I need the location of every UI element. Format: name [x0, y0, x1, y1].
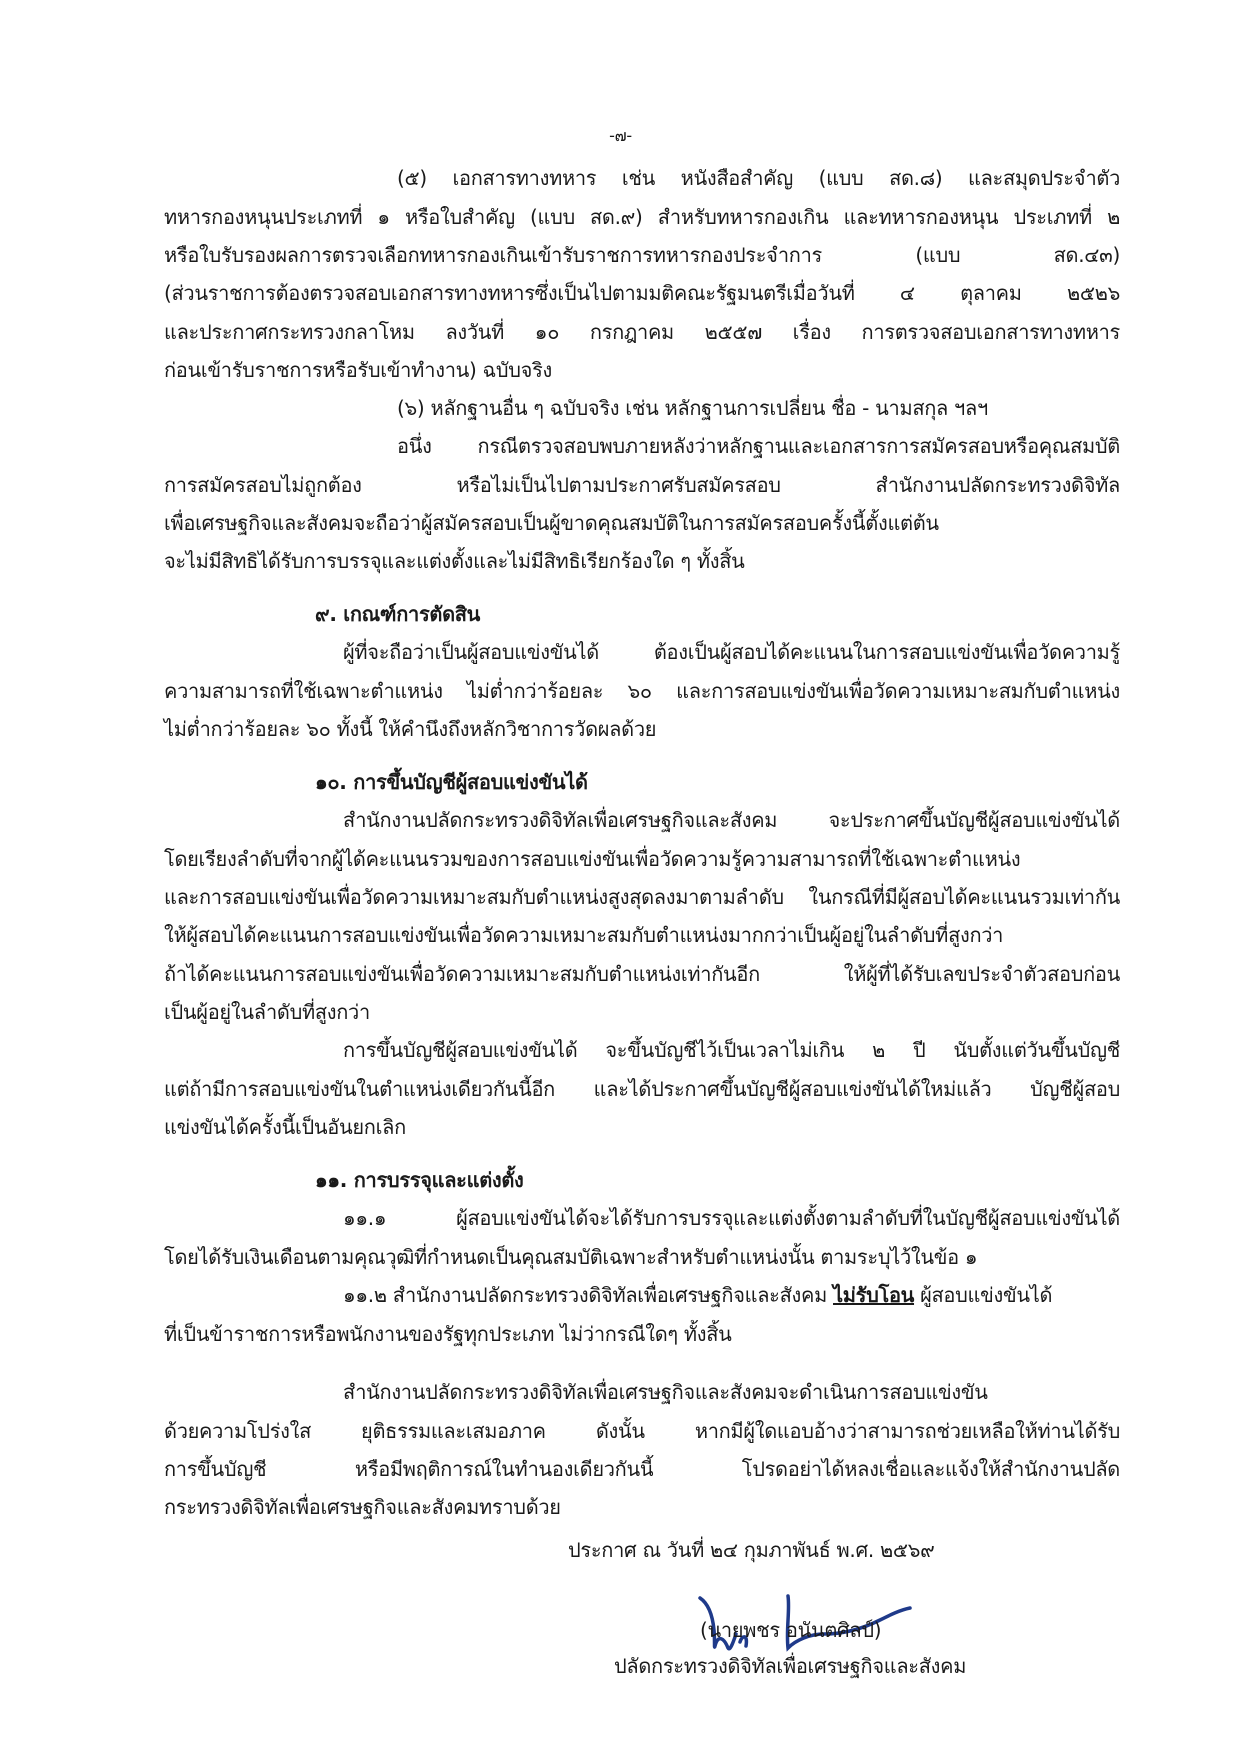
item5-line-2: ทหารกองหนุนประเภทที่ ๑ หรือใบสำคัญ (แบบ สด.๙) สำหรับทหารกองเกิน และทหารกองหนุน ประเภทที่ ๒	[164, 205, 1120, 229]
section11-item1-line-2: โดยได้รับเงินเดือนตามคุณวุฒิที่กำหนดเป็นคุณสมบัติเฉพาะสำหรับตำแหน่งนั้น ตามระบุไว้ในข้อ ๑	[164, 1245, 978, 1269]
section9-line-2: ความสามารถที่ใช้เฉพาะตำแหน่ง ไม่ต่ำกว่าร้อยละ ๖๐ และการสอบแข่งขันเพื่อวัดความเหมาะสมกับตำแหน่ง	[164, 679, 1120, 703]
section10-p1-line-3: และการสอบแข่งขันเพื่อวัดความเหมาะสมกับตำแหน่งสูงสุดลงมาตามลำดับ ในกรณีที่มีผู้สอบได้คะแนนรวมเท่ากัน	[164, 885, 1120, 909]
section10-p2-line-3: แข่งขันได้ครั้งนี้เป็นอันยกเลิก	[164, 1115, 406, 1139]
note-line-3: เพื่อเศรษฐกิจและสังคมจะถือว่าผู้สมัครสอบเป็นผู้ขาดคุณสมบัติในการสมัครสอบครั้งนี้ตั้งแต่ต้น	[164, 511, 939, 535]
item5-line-5: และประกาศกระทรวงกลาโหม ลงวันที่ ๑๐ กรกฎาคม ๒๕๕๗ เรื่อง การตรวจสอบเอกสารทางทหาร	[164, 320, 1120, 344]
section9-line-3: ไม่ต่ำกว่าร้อยละ ๖๐ ทั้งนี้ ให้คำนึงถึงหลักวิชาการวัดผลด้วย	[164, 717, 657, 741]
item5-line-1: (๕) เอกสารทางทหาร เช่น หนังสือสำคัญ (แบบ สด.๘) และสมุดประจำตัว	[397, 166, 1120, 190]
closing-line-1: สำนักงานปลัดกระทรวงดิจิทัลเพื่อเศรษฐกิจและสังคมจะดำเนินการสอบแข่งขัน	[343, 1380, 988, 1404]
section9-line-1: ผู้ที่จะถือว่าเป็นผู้สอบแข่งขันได้ ต้องเป็นผู้สอบได้คะแนนในการสอบแข่งขันเพื่อวัดความรู้	[343, 640, 1120, 664]
section11-item2-line-2: ที่เป็นข้าราชการหรือพนักงานของรัฐทุกประเภท ไม่ว่ากรณีใดๆ ทั้งสิ้น	[164, 1322, 732, 1346]
note-line-1: อนึ่ง กรณีตรวจสอบพบภายหลังว่าหลักฐานและเอกสารการสมัครสอบหรือคุณสมบัติ	[397, 434, 1120, 458]
section11-item1-line-1: ๑๑.๑ ผู้สอบแข่งขันได้จะได้รับการบรรจุและแต่งตั้งตามลำดับที่ในบัญชีผู้สอบแข่งขันได้	[343, 1206, 1120, 1230]
section11-heading: ๑๑. การบรรจุและแต่งตั้ง	[315, 1168, 524, 1192]
note-line-2: การสมัครสอบไม่ถูกต้อง หรือไม่เป็นไปตามประกาศรับสมัครสอบ สำนักงานปลัดกระทรวงดิจิทัล	[164, 473, 1120, 497]
signatory-name: (นายพชร อนันตศิลป์)	[700, 1618, 882, 1642]
section10-p1-line-1: สำนักงานปลัดกระทรวงดิจิทัลเพื่อเศรษฐกิจและสังคม จะประกาศขึ้นบัญชีผู้สอบแข่งขันได้	[343, 808, 1120, 832]
item2-post: ผู้สอบแข่งขันได้	[914, 1283, 1053, 1307]
section10-p2-line-1: การขึ้นบัญชีผู้สอบแข่งขันได้ จะขึ้นบัญชีไว้เป็นเวลาไม่เกิน ๒ ปี นับตั้งแต่วันขึ้นบัญชี	[343, 1038, 1120, 1062]
section9-heading: ๙. เกณฑ์การตัดสิน	[315, 602, 481, 626]
page-number: -๗-	[609, 126, 632, 145]
announce-date: ประกาศ ณ วันที่ ๒๔ กุมภาพันธ์ พ.ศ. ๒๕๖๙	[568, 1538, 935, 1562]
item5-line-4: (ส่วนราชการต้องตรวจสอบเอกสารทางทหารซึ่งเป็นไปตามมติคณะรัฐมนตรีเมื่อวันที่ ๔ ตุลาคม ๒๕๒๖	[164, 281, 1120, 305]
section10-p1-line-2: โดยเรียงลำดับที่จากผู้ได้คะแนนรวมของการสอบแข่งขันเพื่อวัดความรู้ความสามารถที่ใช้เฉพาะตำแหน่ง	[164, 847, 1021, 871]
note-line-4: จะไม่มีสิทธิได้รับการบรรจุและแต่งตั้งและไม่มีสิทธิเรียกร้องใด ๆ ทั้งสิ้น	[164, 549, 745, 573]
closing-line-3: การขึ้นบัญชี หรือมีพฤติการณ์ในทำนองเดียวกันนี้ โปรดอย่าได้หลงเชื่อและแจ้งให้สำนักงานปลัด	[164, 1457, 1120, 1481]
closing-line-2: ด้วยความโปร่งใส ยุติธรรมและเสมอภาค ดังนั้น หากมีผู้ใดแอบอ้างว่าสามารถช่วยเหลือให้ท่านได้รับ	[164, 1419, 1120, 1443]
no-transfer-emphasis: ไม่รับโอน	[833, 1283, 915, 1307]
signatory-title: ปลัดกระทรวงดิจิทัลเพื่อเศรษฐกิจและสังคม	[614, 1654, 967, 1678]
section10-p1-line-4: ให้ผู้สอบได้คะแนนการสอบแข่งขันเพื่อวัดความเหมาะสมกับตำแหน่งมากกว่าเป็นผู้อยู่ในลำดับที่สูงกว่า	[164, 923, 1004, 947]
section10-p2-line-2: แต่ถ้ามีการสอบแข่งขันในตำแหน่งเดียวกันนี้อีก และได้ประกาศขึ้นบัญชีผู้สอบแข่งขันได้ใหม่แล้ว บัญชีผู้สอบ	[164, 1077, 1120, 1101]
section11-item2-line-1	[343, 1281, 1120, 1309]
item5-line-3: หรือใบรับรองผลการตรวจเลือกทหารกองเกินเข้ารับราชการทหารกองประจำการ (แบบ สด.๔๓)	[164, 243, 1120, 267]
item5-line-6: ก่อนเข้ารับราชการหรือรับเข้าทำงาน) ฉบับจริง	[164, 358, 552, 382]
item2-pre: ๑๑.๒ สำนักงานปลัดกระทรวงดิจิทัลเพื่อเศรษฐกิจและสังคม	[343, 1283, 834, 1307]
closing-line-4: กระทรวงดิจิทัลเพื่อเศรษฐกิจและสังคมทราบด้วย	[164, 1495, 561, 1519]
section10-p1-line-6: เป็นผู้อยู่ในลำดับที่สูงกว่า	[164, 1000, 370, 1024]
item6-line: (๖) หลักฐานอื่น ๆ ฉบับจริง เช่น หลักฐานการเปลี่ยน ชื่อ - นามสกุล ฯลฯ	[397, 396, 988, 420]
section10-heading: ๑๐. การขึ้นบัญชีผู้สอบแข่งขันได้	[315, 770, 588, 794]
section10-p1-line-5: ถ้าได้คะแนนการสอบแข่งขันเพื่อวัดความเหมาะสมกับตำแหน่งเท่ากันอีก ให้ผู้ที่ได้รับเลขประจำตัวสอบก่อน	[164, 962, 1120, 986]
